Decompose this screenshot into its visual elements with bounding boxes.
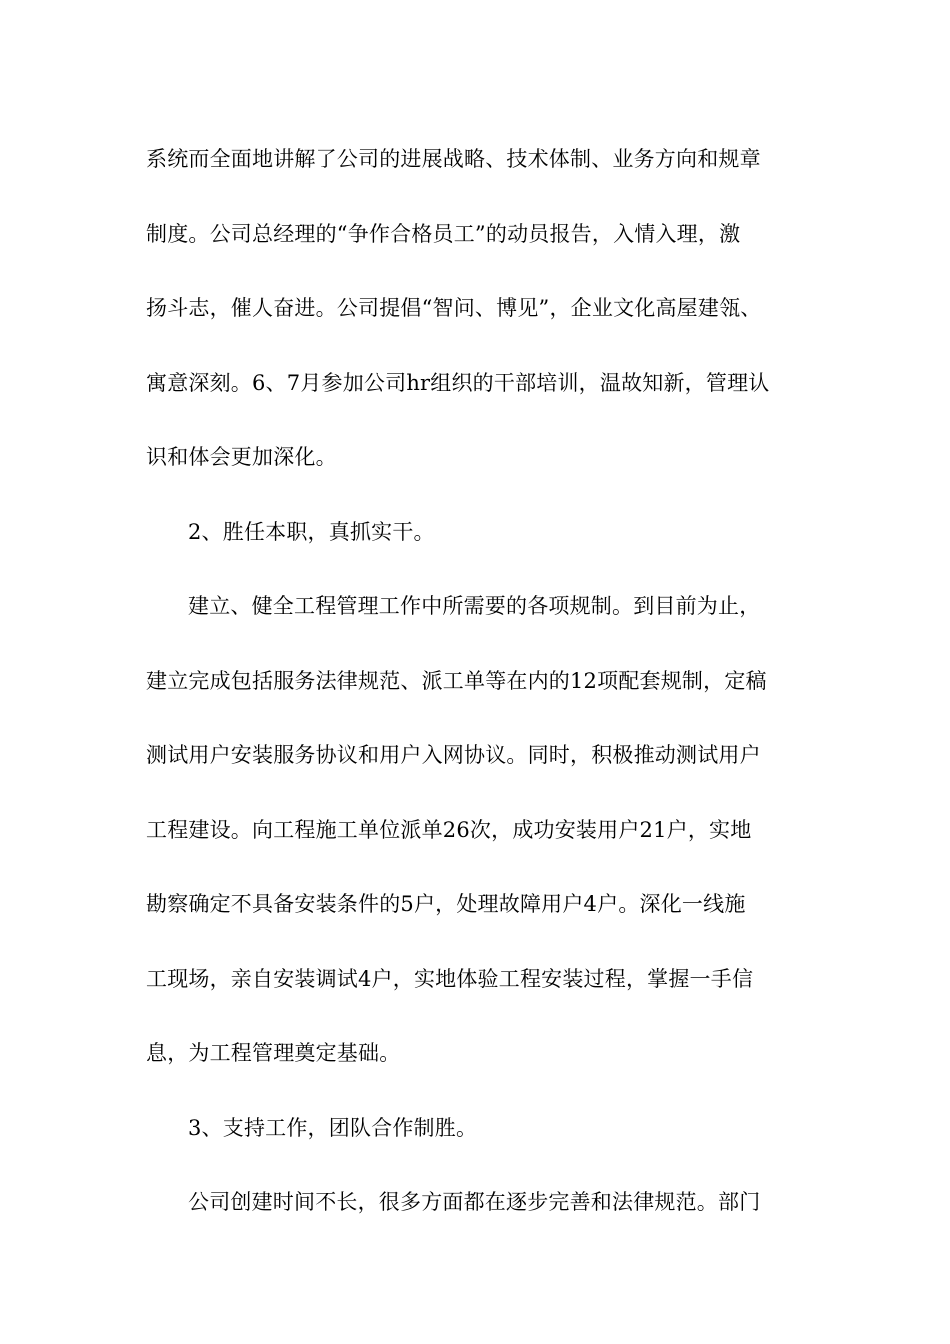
document-body [146,122,826,1240]
text-line: 制度。公司总经理的“争作合格员工”的动员报告，入情入理，激 [146,221,741,246]
text-line: 系统而全面地讲解了公司的进展战略、技术体制、业务方向和规章 [146,147,761,171]
text-line: 工现场，亲自安装调试4户，实地体验工程安装过程，掌握一手信 [146,966,754,991]
section-heading: 2、胜任本职，真抓实干。 [188,519,435,544]
text-line: 测试用户安装服务协议和用户入网协议。同时，积极推动测试用户 [146,743,761,767]
text-line: 识和体会更加深化。 [146,445,337,469]
text-line: 工程建设。向工程施工单位派单26次，成功安装用户21户，实地 [146,817,752,842]
text-line: 公司创建时间不长，很多方面都在逐步完善和法律规范。部门 [188,1190,761,1214]
text-line: 建立、健全工程管理工作中所需要的各项规制。到目前为止， [188,594,761,618]
text-line: 息，为工程管理奠定基础。 [146,1041,401,1065]
text-line: 勘察确定不具备安装条件的5户，处理故障用户4户。深化一线施 [146,892,746,916]
text-line: 建立完成包括服务法律规范、派工单等在内的12项配套规制，定稿 [146,668,767,693]
text-line: 寓意深刻。6、7月参加公司hr组织的干部培训，温故知新，管理认 [146,370,770,395]
section-heading: 3、支持工作，团队合作制胜。 [188,1115,478,1140]
text-line: 扬斗志，催人奋进。公司提倡“智问、博见”，企业文化高屋建瓴、 [146,296,762,320]
